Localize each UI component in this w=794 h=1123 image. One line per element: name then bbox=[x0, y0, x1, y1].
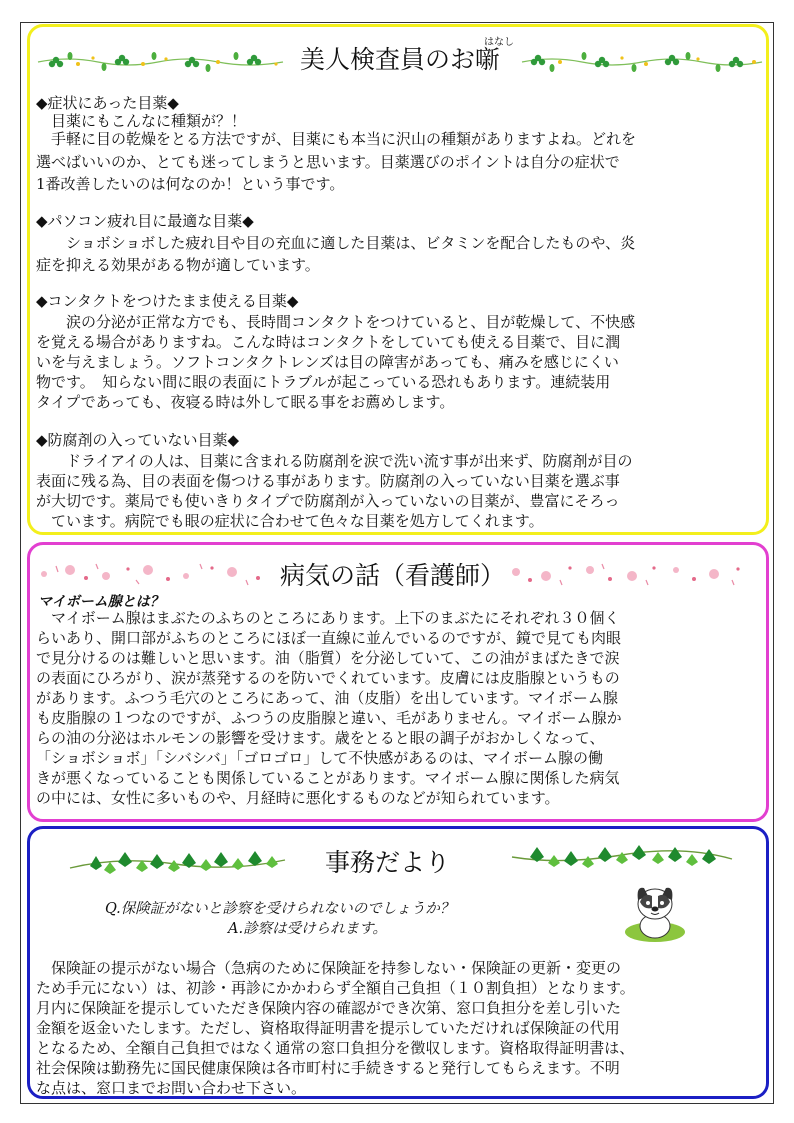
text-line: 選べばいいのか、とても迷ってしまうと思います。目薬選びのポイントは自分の症状で bbox=[36, 153, 620, 171]
text-line: らいあり、開口部がふちのところにほぼ一直線に並んでいるのですが、鏡で見ても肉眼 bbox=[36, 629, 622, 647]
text-line: 保険証の提示がない場合（急病のために保険証を持参しない・保険証の更新・変更の bbox=[36, 959, 622, 977]
text-line: らの油の分泌はホルモンの影響を受けます。歳をとると眼の調子がおかしくなって、 bbox=[36, 729, 605, 747]
faq-answer: A.診察は受けられます。 bbox=[228, 921, 387, 937]
section-disease-subtitle: マイボーム腺とは？ bbox=[38, 594, 164, 610]
text-line: ◆防腐剤の入っていない目薬◆ bbox=[36, 431, 240, 449]
text-line: ため手元にない）は、初診・再診にかかわらず全額自己負担（１０割負担）となります。 bbox=[36, 979, 635, 997]
text-line: 金額を返金いたします。ただし、資格取得証明書を提示していただければ保険証の代用 bbox=[36, 1019, 620, 1037]
text-line: タイプであっても、夜寝る時は外して眠る事をお薦めします。 bbox=[36, 393, 455, 411]
text-line: 目薬にもこんなに種類が？！ bbox=[36, 112, 247, 130]
text-line: 1番改善したいのは何なのか！という事です。 bbox=[36, 175, 345, 193]
text-line: ◆症状にあった目薬◆ bbox=[36, 94, 179, 112]
text-line: で見分けるのは難しいと思います。油（脂質）を分泌していて、この油がまばたきで涙 bbox=[36, 649, 620, 667]
section-office-title: 事務だより bbox=[325, 848, 451, 877]
section-disease-title: 病気の話（看護師） bbox=[280, 561, 506, 590]
text-line: を覚える場合がありますね。こんな時はコンタクトをしていても使える目薬で、目に潤 bbox=[36, 333, 621, 351]
clover-vine-icon bbox=[38, 42, 283, 82]
title-text: 美人検査員のお bbox=[300, 45, 476, 74]
text-line: 手軽に目の乾燥をとる方法ですが、目薬にも本当に沢山の種類がありますよね。どれを bbox=[36, 130, 637, 148]
text-line: ◆コンタクトをつけたまま使える目薬◆ bbox=[36, 292, 299, 310]
text-line: の表面にひろがり、涙が蒸発するのを防いでくれています。皮膚には皮脂腺というもの bbox=[36, 669, 620, 687]
text-line: きが悪くなっていることも関係していることがあります。マイボーム腺に関係した病気 bbox=[36, 769, 620, 787]
text-line: 涙の分泌が正常な方でも、長時間コンタクトをつけていると、目が乾燥して、不快感 bbox=[36, 313, 636, 331]
text-line: の中には、女性に多いものや、月経時に悪化するものなどが知られています。 bbox=[36, 789, 560, 807]
text-line: いを与えましょう。ソフトコンタクトレンズは目の障害があっても、痛みを感じにくい bbox=[36, 353, 619, 371]
text-line: 月内に保険証を提示していただき保険内容の確認ができ次第、窓口負担分を差し引いた bbox=[36, 999, 622, 1017]
pink-flower-sprinkles-icon bbox=[506, 560, 746, 588]
text-line: 「ショボショボ」「シバシバ」「ゴロゴロ」して不快感があるのは、マイボーム腺の働 bbox=[36, 749, 604, 767]
text-line: となるため、全額自己負担ではなく通常の窓口負担分を徴収します。資格取得証明書は、 bbox=[36, 1039, 635, 1057]
text-line: マイボーム腺はまぶたのふちのところにあります。上下のまぶたにそれぞれ３０個く bbox=[36, 609, 620, 627]
clover-vine-icon bbox=[522, 42, 762, 82]
text-line: 表面に残る為、目の表面を傷つける事があります。防腐剤の入っていない目薬を選ぶ事 bbox=[36, 472, 620, 490]
bulldog-illustration-icon bbox=[622, 878, 688, 944]
pink-flower-sprinkles-icon bbox=[36, 560, 276, 588]
section-eye-drops-title bbox=[300, 47, 500, 72]
text-line: な点は、窓口までお問い合わせ下さい。 bbox=[36, 1079, 307, 1097]
ivy-garland-icon bbox=[70, 848, 285, 878]
text-line: 物です。 知らない間に眼の表面にトラブルが起こっている恐れもあります。連続装用 bbox=[36, 373, 611, 391]
title-kanji: 噺 bbox=[475, 45, 501, 74]
text-line: ています。病院でも眼の症状に合わせて色々な目薬を処方してくれます。 bbox=[36, 512, 544, 530]
faq-question: Q.保険証がないと診察を受けられないのでしょうか？ bbox=[105, 901, 455, 917]
ivy-garland-icon bbox=[512, 843, 732, 873]
text-line: ドライアイの人は、目薬に含まれる防腐剤を涙で洗い流す事が出来ず、防腐剤が目の bbox=[36, 452, 633, 470]
text-line: 社会保険は勤務先に国民健康保険は各市町村に手続きすると発行してもらえます。不明 bbox=[36, 1059, 620, 1077]
text-line: ◆パソコン疲れ目に最適な目薬◆ bbox=[36, 212, 254, 230]
text-line: が大切です。薬局でも使いきりタイプで防腐剤が入っていないの目薬が、豊富にそろっ bbox=[36, 492, 620, 510]
text-line: 症を抑える効果がある物が適しています。 bbox=[36, 256, 320, 274]
text-line: も皮脂腺の１つなのですが、ふつうの皮脂腺と違い、毛がありません。マイボーム腺か bbox=[36, 709, 622, 727]
text-line: ショボショボした疲れ目や目の充血に適した目薬は、ビタミンを配合したものや、炎 bbox=[36, 234, 636, 252]
text-line: があります。ふつう毛穴のところにあって、油（皮脂）を出しています。マイボーム腺 bbox=[36, 689, 618, 707]
title-ruby: はなし bbox=[484, 37, 514, 48]
